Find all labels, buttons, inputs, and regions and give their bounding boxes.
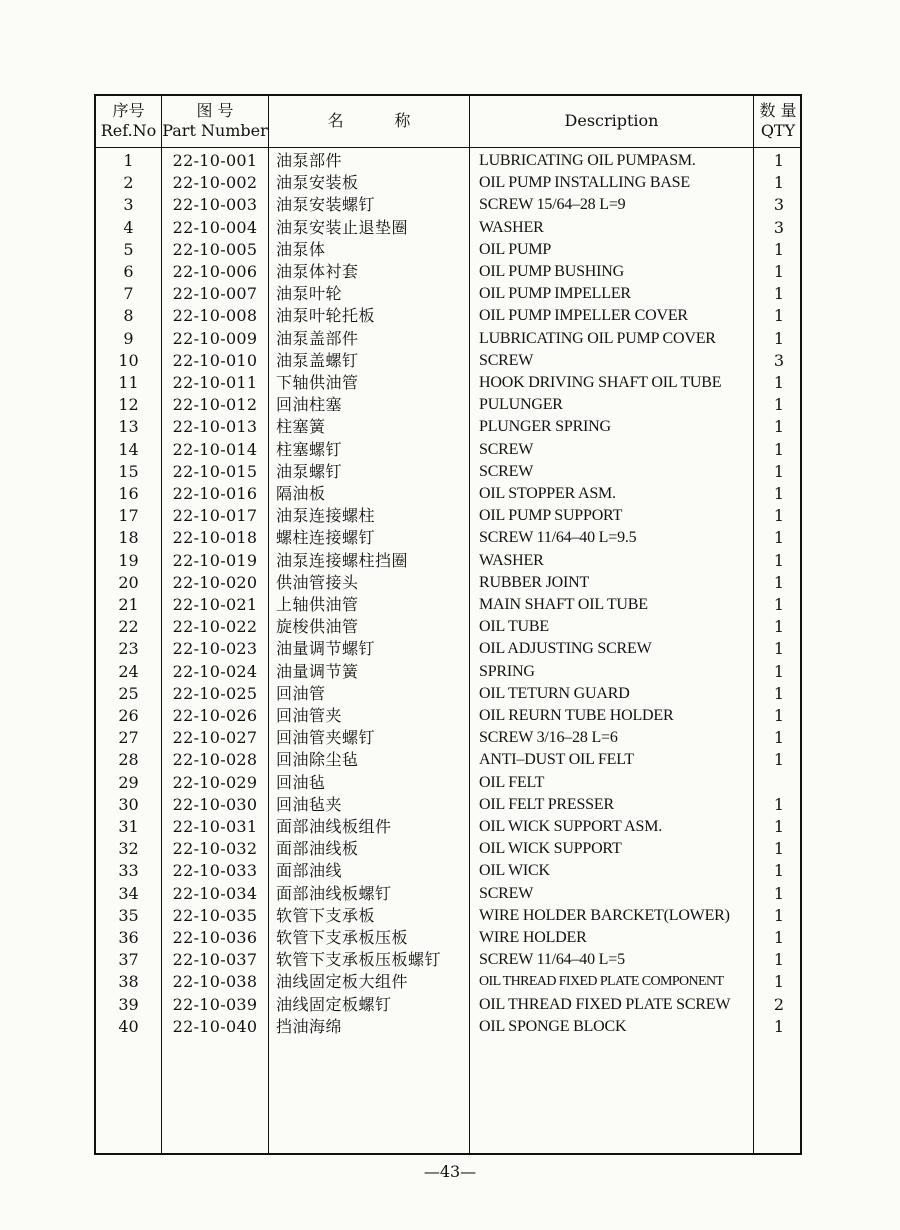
header-name-cn: 名 称 [327, 111, 411, 130]
name-cn: 回油柱塞 [276, 395, 343, 415]
ref-no: 25 [118, 683, 139, 703]
description: SCREW [479, 462, 534, 480]
table-row [96, 572, 800, 594]
name-cn: 油泵叶轮托板 [276, 306, 376, 326]
name-cn: 油泵盖螺钉 [276, 350, 359, 370]
table-row [96, 661, 800, 683]
part-number: 22-10-019 [172, 550, 258, 570]
ref-no: 19 [118, 550, 139, 570]
ref-no: 26 [118, 706, 139, 725]
quantity: 1 [773, 595, 785, 614]
name-cn: 上轴供油管 [276, 595, 359, 614]
quantity: 1 [773, 395, 785, 415]
table-row [96, 150, 800, 172]
header-pn-cn: 图 号 [196, 101, 234, 120]
name-cn: 软管下支承板 [276, 905, 376, 925]
description: SPRING [479, 662, 535, 680]
quantity: 1 [773, 928, 785, 947]
quantity: 1 [773, 550, 785, 570]
ref-no: 29 [118, 772, 139, 792]
table-row [96, 971, 800, 993]
table-row [96, 372, 800, 394]
quantity: 1 [773, 950, 785, 970]
ref-no: 40 [118, 1016, 139, 1036]
part-number: 22-10-032 [172, 839, 258, 859]
header-part-number [162, 101, 268, 141]
parts-table [94, 94, 802, 1155]
description: OIL PUMP INSTALLING BASE [479, 174, 690, 192]
table-row [96, 683, 800, 705]
part-number: 22-10-023 [172, 639, 258, 659]
name-cn: 油泵连接螺柱挡圈 [276, 550, 409, 570]
part-number: 22-10-035 [172, 905, 258, 925]
table-row [96, 949, 800, 971]
ref-no: 2 [123, 173, 134, 193]
part-number: 22-10-016 [172, 484, 258, 503]
part-number: 22-10-006 [172, 262, 258, 281]
ref-no: 22 [118, 617, 139, 637]
part-number: 22-10-029 [172, 772, 258, 792]
quantity: 1 [773, 239, 785, 259]
description: WASHER [479, 218, 544, 236]
ref-no: 21 [118, 595, 139, 614]
quantity: 1 [773, 373, 785, 392]
ref-no: 31 [118, 817, 139, 836]
table-row [96, 172, 800, 194]
name-cn: 旋梭供油管 [276, 617, 359, 637]
table-row [96, 772, 800, 794]
table-row [96, 527, 800, 549]
name-cn: 下轴供油管 [276, 373, 359, 392]
description: RUBBER JOINT [479, 573, 590, 591]
quantity: 1 [773, 484, 785, 503]
name-cn: 油泵体衬套 [276, 262, 359, 281]
table-row [96, 860, 800, 882]
part-number: 22-10-021 [172, 595, 258, 614]
table-row [96, 550, 800, 572]
table-row [96, 505, 800, 527]
page-number: —43— [423, 1162, 477, 1181]
table-row [96, 927, 800, 949]
description: OIL PUMP IMPELLER COVER [479, 307, 688, 325]
name-cn: 隔油板 [276, 484, 326, 503]
ref-no: 28 [118, 750, 139, 770]
name-cn: 回油管夹 [276, 706, 343, 725]
part-number: 22-10-033 [172, 861, 258, 881]
description: ANTI–DUST OIL FELT [479, 751, 634, 769]
name-cn: 面部油线板 [276, 839, 359, 859]
header-qty-en: QTY [760, 121, 796, 140]
quantity: 1 [773, 683, 785, 703]
ref-no: 27 [118, 728, 139, 748]
ref-no: 13 [118, 417, 139, 437]
table-row [96, 416, 800, 438]
part-number: 22-10-022 [172, 617, 258, 637]
quantity: 1 [773, 506, 785, 526]
quantity: 1 [773, 706, 785, 725]
part-number: 22-10-009 [172, 328, 258, 348]
part-number: 22-10-040 [172, 1016, 258, 1036]
header-ref-cn: 序号 [112, 101, 145, 120]
name-cn: 回油毡夹 [276, 794, 343, 814]
ref-no: 34 [118, 883, 139, 903]
quantity: 1 [773, 905, 785, 925]
table-row [96, 439, 800, 461]
description: OIL WICK SUPPORT [479, 840, 622, 858]
part-number: 22-10-039 [172, 994, 258, 1014]
ref-no: 32 [118, 839, 139, 859]
table-row [96, 638, 800, 660]
description: WIRE HOLDER BARCKET(LOWER) [479, 906, 730, 924]
ref-no: 38 [118, 972, 139, 992]
name-cn: 螺柱连接螺钉 [276, 528, 376, 548]
part-number: 22-10-008 [172, 306, 258, 326]
ref-no: 15 [118, 461, 139, 481]
description: WASHER [479, 551, 544, 569]
description: SCREW [479, 351, 534, 369]
quantity: 3 [773, 350, 785, 370]
table-row [96, 483, 800, 505]
name-cn: 挡油海绵 [276, 1016, 343, 1036]
description: PULUNGER [479, 396, 563, 414]
ref-no: 33 [118, 861, 139, 881]
description: OIL SPONGE BLOCK [479, 1017, 627, 1035]
name-cn: 油量调节螺钉 [276, 639, 376, 659]
description: OIL STOPPER ASM. [479, 485, 616, 502]
ref-no: 6 [123, 262, 134, 281]
quantity: 1 [773, 794, 785, 814]
description: PLUNGER SPRING [479, 418, 611, 436]
part-number: 22-10-002 [172, 173, 258, 193]
description: SCREW 15/64–28 L=9 [479, 196, 626, 214]
part-number: 22-10-030 [172, 794, 258, 814]
ref-no: 12 [118, 395, 139, 415]
quantity: 1 [773, 839, 785, 859]
description: HOOK DRIVING SHAFT OIL TUBE [479, 374, 722, 391]
name-cn: 面部油线板螺钉 [276, 883, 392, 903]
quantity: 1 [773, 750, 785, 770]
table-row [96, 305, 800, 327]
part-number: 22-10-011 [172, 373, 258, 392]
name-cn: 油泵螺钉 [276, 461, 343, 481]
name-cn: 回油除尘毡 [276, 750, 359, 770]
table-row [96, 994, 800, 1016]
quantity: 1 [773, 417, 785, 437]
quantity: 1 [773, 1016, 785, 1036]
quantity: 1 [773, 572, 785, 592]
name-cn: 回油毡 [276, 772, 326, 792]
table-row [96, 194, 800, 216]
part-number: 22-10-010 [172, 350, 258, 370]
table-row [96, 461, 800, 483]
table-row [96, 1016, 800, 1038]
ref-no: 39 [118, 994, 139, 1014]
name-cn: 油线固定板大组件 [276, 972, 409, 992]
ref-no: 3 [123, 195, 134, 215]
ref-no: 16 [118, 484, 139, 503]
part-number: 22-10-018 [172, 528, 258, 548]
quantity: 1 [773, 151, 785, 170]
quantity: 1 [773, 617, 785, 637]
description: SCREW 11/64–40 L=5 [479, 951, 625, 969]
description: OIL WICK [479, 862, 550, 880]
name-cn: 油线固定板螺钉 [276, 994, 392, 1014]
quantity: 1 [773, 306, 785, 326]
name-cn: 供油管接头 [276, 572, 359, 592]
part-number: 22-10-037 [172, 950, 258, 970]
quantity: 3 [773, 195, 785, 215]
name-cn: 油泵盖部件 [276, 328, 359, 348]
description: SCREW 3/16–28 L=6 [479, 729, 618, 747]
name-cn: 面部油线 [276, 861, 343, 881]
ref-no: 35 [118, 905, 139, 925]
description: LUBRICATING OIL PUMP COVER [479, 329, 716, 347]
quantity: 2 [773, 994, 785, 1014]
ref-no: 17 [118, 506, 139, 526]
header-description: Description [564, 111, 659, 130]
quantity: 1 [773, 972, 785, 992]
ref-no: 37 [118, 950, 139, 970]
description: OIL PUMP SUPPORT [479, 507, 623, 525]
description: SCREW [479, 884, 534, 902]
quantity: 1 [773, 173, 785, 193]
part-number: 22-10-015 [172, 461, 258, 481]
quantity: 1 [773, 861, 785, 881]
ref-no: 23 [118, 639, 139, 659]
table-row [96, 394, 800, 416]
ref-no: 11 [118, 373, 139, 392]
quantity: 1 [773, 284, 785, 304]
description: OIL ADJUSTING SCREW [479, 640, 652, 658]
part-number: 22-10-038 [172, 972, 258, 992]
quantity: 1 [773, 328, 785, 348]
name-cn: 面部油线板组件 [276, 817, 392, 836]
ref-no: 10 [118, 350, 139, 370]
name-cn: 油泵叶轮 [276, 284, 343, 304]
part-number: 22-10-017 [172, 506, 258, 526]
quantity: 1 [773, 262, 785, 281]
part-number: 22-10-020 [172, 572, 258, 592]
description: LUBRICATING OIL PUMPASM. [479, 152, 696, 169]
part-number: 22-10-007 [172, 284, 258, 304]
ref-no: 14 [118, 439, 139, 459]
header-ref [96, 101, 161, 141]
part-number: 22-10-003 [172, 195, 258, 215]
table-row [96, 883, 800, 905]
description: OIL TETURN GUARD [479, 684, 630, 702]
name-cn: 软管下支承板压板螺钉 [276, 950, 442, 970]
quantity: 1 [773, 883, 785, 903]
ref-no: 18 [118, 528, 139, 548]
description: SCREW 11/64–40 L=9.5 [479, 529, 637, 547]
ref-no: 5 [123, 239, 134, 259]
table-row [96, 727, 800, 749]
description: WIRE HOLDER [479, 929, 587, 946]
table-row [96, 905, 800, 927]
description: OIL TUBE [479, 618, 549, 636]
divider [96, 147, 800, 148]
part-number: 22-10-001 [172, 151, 258, 170]
quantity: 1 [773, 639, 785, 659]
name-cn: 油量调节簧 [276, 661, 359, 681]
table-row [96, 328, 800, 350]
name-cn: 回油管夹螺钉 [276, 728, 376, 748]
table-row [96, 749, 800, 771]
table-row [96, 217, 800, 239]
part-number: 22-10-004 [172, 217, 258, 237]
ref-no: 8 [123, 306, 134, 326]
name-cn: 柱塞螺钉 [276, 439, 343, 459]
part-number: 22-10-027 [172, 728, 258, 748]
description: SCREW [479, 440, 534, 458]
description: OIL WICK SUPPORT ASM. [479, 818, 663, 835]
description: OIL PUMP [479, 240, 552, 258]
ref-no: 1 [123, 151, 134, 170]
part-number: 22-10-013 [172, 417, 258, 437]
name-cn: 油泵部件 [276, 151, 343, 170]
name-cn: 油泵安装板 [276, 173, 359, 193]
description: OIL FELT PRESSER [479, 795, 614, 813]
header-ref-en: Ref.No [100, 121, 157, 140]
part-number: 22-10-005 [172, 239, 258, 259]
table-row [96, 350, 800, 372]
header-pn-en: Part Number [162, 121, 268, 140]
quantity: 1 [773, 461, 785, 481]
name-cn: 油泵安装螺钉 [276, 195, 376, 215]
name-cn: 油泵体 [276, 239, 326, 259]
part-number: 22-10-026 [172, 706, 258, 725]
quantity: 3 [773, 217, 785, 237]
ref-no: 20 [118, 572, 139, 592]
quantity: 1 [773, 817, 785, 836]
description: OIL REURN TUBE HOLDER [479, 707, 674, 724]
ref-no: 7 [123, 284, 134, 304]
part-number: 22-10-036 [172, 928, 258, 947]
part-number: 22-10-034 [172, 883, 258, 903]
description: MAIN SHAFT OIL TUBE [479, 596, 648, 613]
description: OIL FELT [479, 773, 545, 791]
description: OIL PUMP BUSHING [479, 263, 624, 280]
name-cn: 油泵连接螺柱 [276, 506, 376, 526]
description: OIL PUMP IMPELLER [479, 285, 631, 303]
header-qty-cn: 数 量 [759, 101, 797, 120]
description: OIL THREAD FIXED PLATE SCREW [479, 995, 731, 1013]
table-row [96, 261, 800, 283]
part-number: 22-10-028 [172, 750, 258, 770]
name-cn: 油泵安装止退垫圈 [276, 217, 409, 237]
table-row [96, 705, 800, 727]
part-number: 22-10-014 [172, 439, 258, 459]
quantity: 1 [773, 439, 785, 459]
ref-no: 36 [118, 928, 139, 947]
table-row [96, 239, 800, 261]
table-row [96, 616, 800, 638]
ref-no: 30 [118, 794, 139, 814]
description: OIL THREAD FIXED PLATE COMPONENT [479, 974, 724, 990]
part-number: 22-10-031 [172, 817, 258, 836]
quantity: 1 [773, 528, 785, 548]
name-cn: 回油管 [276, 683, 326, 703]
table-row [96, 838, 800, 860]
name-cn: 软管下支承板压板 [276, 928, 409, 947]
ref-no: 4 [123, 217, 134, 237]
name-cn: 柱塞簧 [276, 417, 326, 437]
table-row [96, 794, 800, 816]
header-qty [754, 101, 802, 141]
table-row [96, 594, 800, 616]
ref-no: 24 [118, 661, 139, 681]
quantity: 1 [773, 661, 785, 681]
table-row [96, 816, 800, 838]
part-number: 22-10-024 [172, 661, 258, 681]
part-number: 22-10-012 [172, 395, 258, 415]
ref-no: 9 [123, 328, 134, 348]
table-row [96, 283, 800, 305]
quantity: 1 [773, 728, 785, 748]
part-number: 22-10-025 [172, 683, 258, 703]
